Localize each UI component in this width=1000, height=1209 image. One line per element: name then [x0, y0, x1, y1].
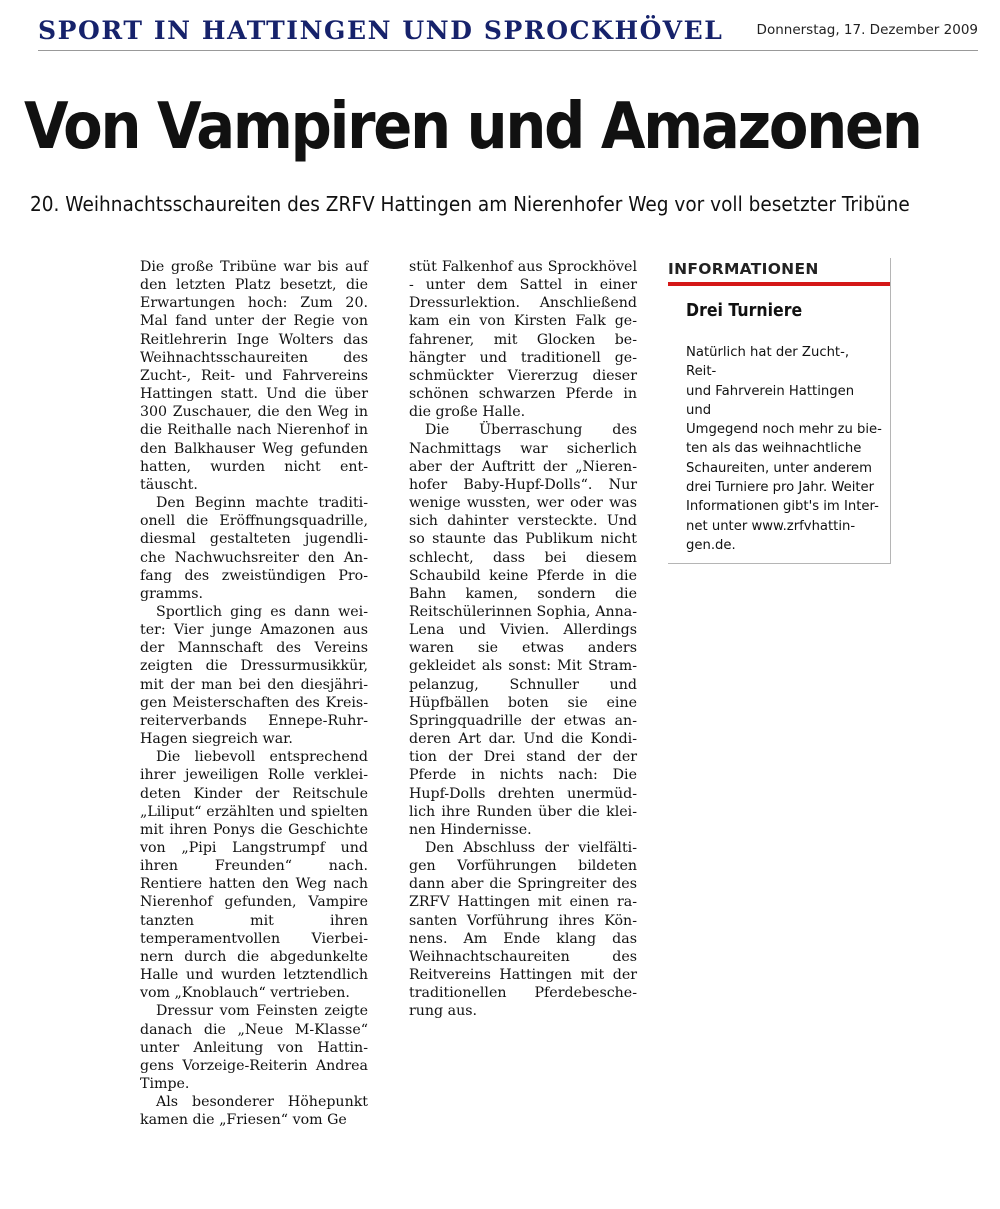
headline: Von Vampiren und Amazonen	[24, 90, 921, 164]
section-title: SPORT IN HATTINGEN UND SPROCKHÖVEL	[38, 16, 724, 45]
article-column-1	[140, 258, 368, 1130]
info-box	[668, 258, 891, 564]
info-box-title: Drei Turniere	[686, 301, 803, 321]
paragraph: Den Abschluss der vielfältigen Vorführungen bildeten dann aber die Springreiter des ZRFV Hattingen mit einen rasanten Vorführung ihres Könnens. Am Ende klang das Weihnachtschaureiten des Reitvereins Hattingen mit der traditionellen Pferdebescherung aus.	[409, 840, 637, 1020]
issue-date: Donnerstag, 17. Dezember 2009	[756, 22, 978, 38]
masthead	[38, 12, 978, 51]
paragraph: Den Beginn machte traditionell die Eröffnungsquadrille, diesmal gestalteten jugendliche Nachwuchsreiter den Anfang des zweistündigen Programms.	[140, 495, 368, 602]
subheadline: 20. Weihnachtsschaureiten des ZRFV Hattingen am Nierenhofer Weg vor voll besetzter Tribüne	[30, 192, 910, 216]
paragraph: Dressur vom Feinsten zeigte danach die „Neue M-Klasse“ unter Anleitung von Hattingens Vorzeige-Reiterin Andrea Timpe.	[140, 1003, 368, 1093]
info-box-rule	[668, 282, 890, 286]
paragraph: Als besonderer Höhepunkt kamen die „Friesen“ vom Ge	[140, 1094, 368, 1129]
article-column-2	[409, 258, 637, 1021]
paragraph: stüt Falkenhof aus Sprockhövel - unter dem Sattel in einer Dressurlektion. Anschließend kam ein von Kirsten Falk gefahrener, mit Glocken behängter und traditionell geschmückter Viererzug dieser schönen schwarzen Pferde in die große Halle.	[409, 259, 637, 421]
paragraph: Sportlich ging es dann weiter: Vier junge Amazonen aus der Mannschaft des Vereins zeigten die Dressurmusikkür, mit der man bei den diesjährigen Meisterschaften des Kreisreiterverbands Ennepe-Ruhr-Hagen siegreich war.	[140, 603, 368, 748]
info-box-label: INFORMATIONEN	[668, 260, 819, 278]
paragraph: Die liebevoll entsprechend ihrer jeweiligen Rolle verkleideten Kinder der Reitschule „Liliput“ erzählten und spielten mit ihren Ponys die Geschichte von „Pipi Langstrumpf und ihren Freunden“ nach. Rentiere hatten den Weg nach Nierenhof gefunden, Vampire tanzten mit ihren temperamentvollen Vierbeinern durch die abgedunkelte Halle und wurden letztendlich vom „Knoblauch“ vertrieben.	[140, 749, 368, 1002]
paragraph: Die Überraschung des Nachmittags war sicherlich aber der Auftritt der „Nierenhofer Baby-Hupf-Dolls“. Nur wenige wussten, wer oder was sich dahinter versteckte. Und so staunte das Publikum nicht schlecht, dass bei diesem Schaubild keine Pferde in die Bahn kamen, sondern die Reitschülerinnen Sophia, Anna-Lena und Vivien. Allerdings waren sie etwas anders gekleidet als sonst: Mit Strampelanzug, Schnuller und Hüpfbällen boten sie eine Springquadrille der etwas anderen Art dar. Und die Kondition der Drei stand der der Pferde in nichts nach: Die Hupf-Dolls drehten unermüdlich ihre Runden über die kleinen Hindernisse.	[409, 422, 637, 838]
paragraph: Die große Tribüne war bis auf den letzten Platz besetzt, die Erwartungen hoch: Zum 20. Mal fand unter der Regie von Reitlehrerin Inge Wolters das Weihnachtsschaureiten des Zucht-, Reit- und Fahrvereins Hattingen statt. Und die über 300 Zuschauer, die den Weg in die Reithalle nach Nierenhof in den Balkhauser Weg gefunden hatten, wurden nicht enttäuscht.	[140, 259, 368, 493]
info-box-text: Natürlich hat der Zucht-, Reit- und Fahrverein Hattingen und Umgegend noch mehr zu bie- ten als das weihnachtliche Schaureiten, unter anderem drei Turniere pro Jahr. Weiter Informationen gibt's im Inter- net unter www.zrfvhattin- gen.de.	[686, 345, 882, 553]
